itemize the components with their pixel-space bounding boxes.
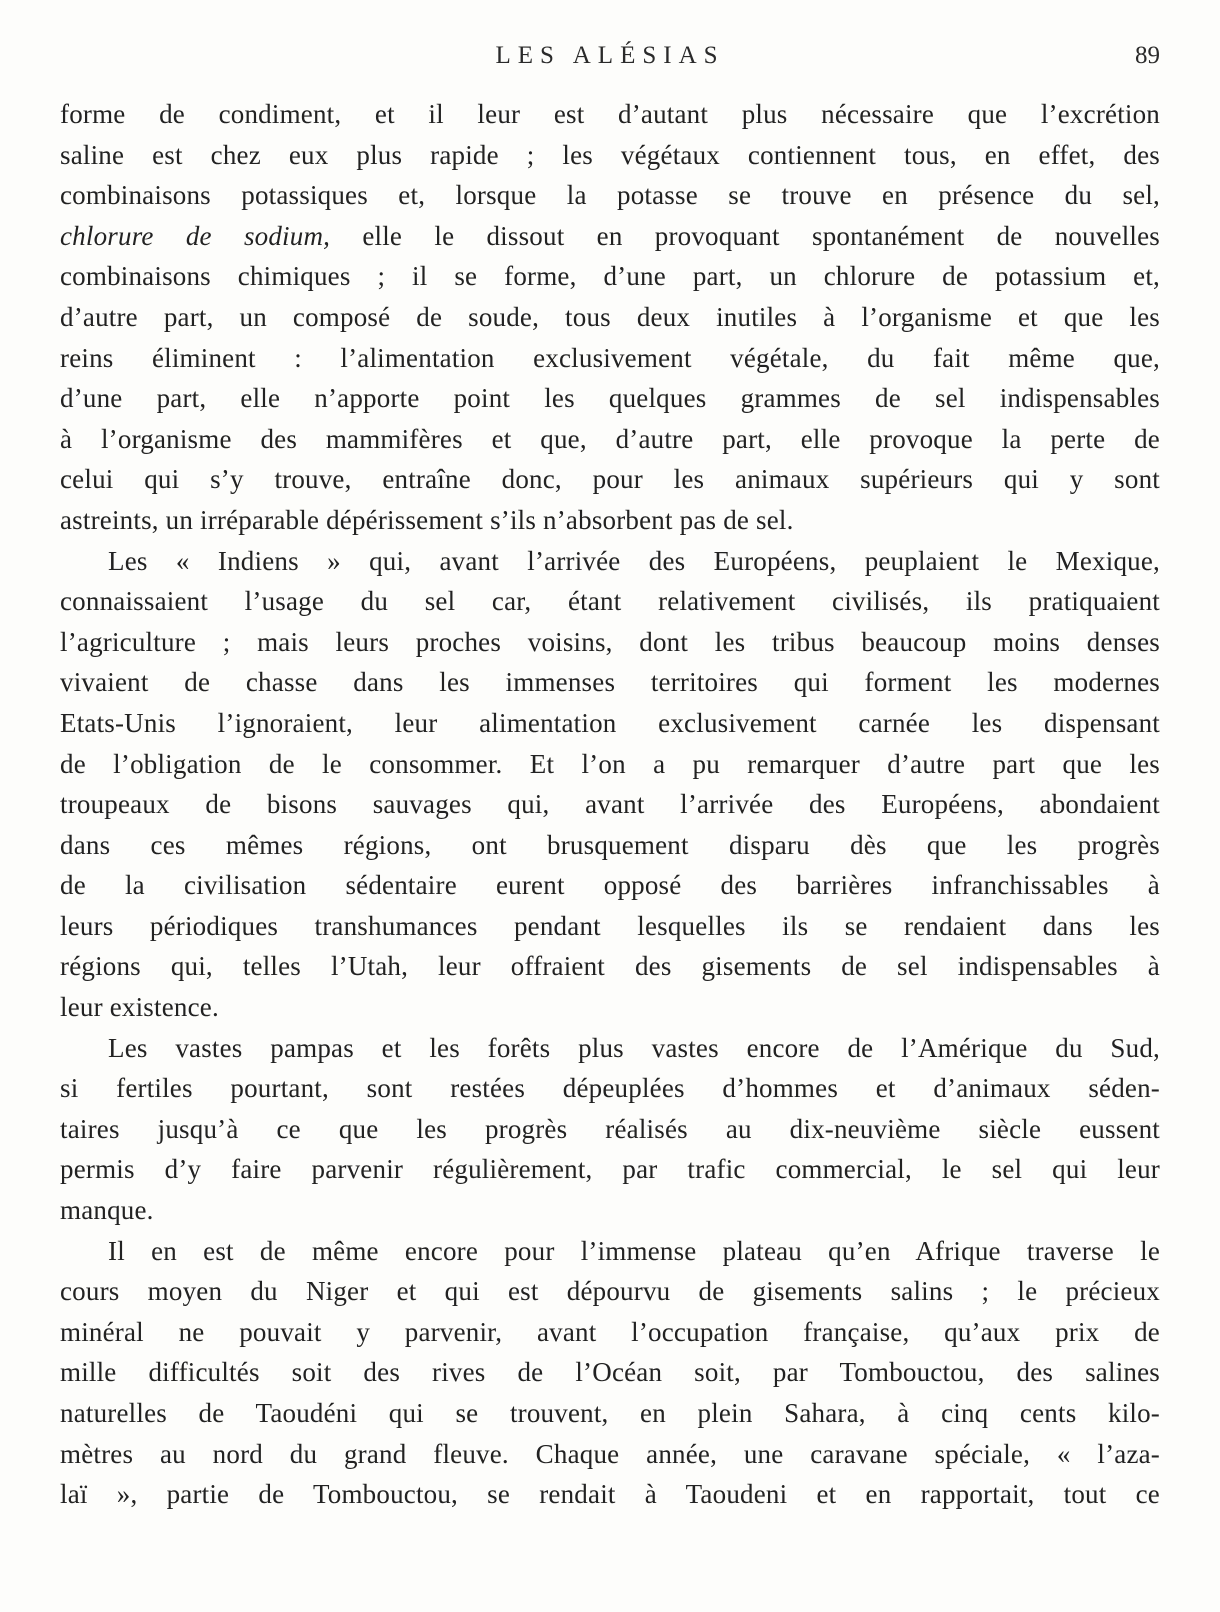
text-line: leurs périodiques transhumances pendant lesquelles ils se rendaient dans les (60, 910, 1160, 941)
text-line: connaissaient l’usage du sel car, étant relativement civilisés, ils pratiquaient (60, 586, 1160, 617)
text-line: combinaisons potassiques et, lorsque la potasse se trouve en présence du sel, (60, 180, 1160, 211)
text-line: leur existence. (60, 992, 219, 1023)
text-line-rest: elle le dissout en provoquant spontanément de nouvelles (330, 220, 1160, 251)
paragraph (60, 1028, 1160, 1231)
text-line: combinaisons chimiques ; il se forme, d’une part, un chlorure de potassium et, (60, 261, 1160, 292)
text-line: astreints, un irréparable dépérissement s’ils n’absorbent pas de sel. (60, 504, 794, 535)
text-line: mille difficultés soit des rives de l’Océan soit, par Tombouctou, des salines (60, 1357, 1160, 1388)
text-line: Il en est de même encore pour l’immense plateau qu’en Afrique traverse le (108, 1235, 1160, 1266)
body-text (60, 94, 1160, 1515)
text-line: forme de condiment, et il leur est d’autant plus nécessaire que l’excrétion (60, 99, 1160, 129)
text-line: manque. (60, 1195, 154, 1226)
text-line: à l’organisme des mammifères et que, d’autre part, elle provoque la perte de (60, 423, 1160, 454)
text-line: Les vastes pampas et les forêts plus vastes encore de l’Amérique du Sud, (108, 1032, 1160, 1063)
text-line: d’autre part, un composé de soude, tous deux inutiles à l’organisme et que les (60, 301, 1160, 332)
italic-term: chlorure de sodium, (60, 220, 331, 251)
page-number: 89 (1135, 42, 1160, 69)
text-line: permis d’y faire parvenir régulièrement, par trafic commercial, le sel qui leur (60, 1154, 1160, 1185)
text-line: vivaient de chasse dans les immenses territoires qui forment les modernes (60, 667, 1160, 698)
text-line: cours moyen du Niger et qui est dépourvu de gisements salins ; le précieux (60, 1276, 1160, 1307)
text-line: reins éliminent : l’alimentation exclusivement végétale, du fait même que, (60, 342, 1160, 373)
running-head (60, 36, 1160, 76)
text-line: celui qui s’y trouve, entraîne donc, pour les animaux supérieurs qui y sont (60, 464, 1160, 495)
text-line: Les « Indiens » qui, avant l’arrivée des Européens, peuplaient le Mexique, (108, 545, 1160, 576)
paragraph (60, 94, 1160, 541)
text-line: de la civilisation sédentaire eurent opposé des barrières infranchissables à (60, 870, 1160, 901)
paragraph (60, 541, 1160, 1028)
text-line: d’une part, elle n’apporte point les quelques grammes de sel indispensables (60, 383, 1160, 414)
text-line-with-italic (60, 216, 1160, 257)
text-line: si fertiles pourtant, sont restées dépeuplées d’hommes et d’animaux séden- (60, 1073, 1160, 1104)
text-line: mètres au nord du grand fleuve. Chaque année, une caravane spéciale, « l’aza- (60, 1438, 1160, 1469)
text-line: laï », partie de Tombouctou, se rendait à Taoudeni et en rapportait, tout ce (60, 1479, 1160, 1510)
text-line: naturelles de Taoudéni qui se trouvent, en plein Sahara, à cinq cents kilo- (60, 1398, 1160, 1428)
text-line: troupeaux de bisons sauvages qui, avant l’arrivée des Européens, abondaient (60, 789, 1160, 820)
text-line: taires jusqu’à ce que les progrès réalisés au dix-neuvième siècle eussent (60, 1113, 1160, 1144)
paragraph (60, 1231, 1160, 1515)
text-line: régions qui, telles l’Utah, leur offraient des gisements de sel indispensables à (60, 951, 1160, 982)
text-line: Etats-Unis l’ignoraient, leur alimentation exclusivement carnée les dispensant (60, 707, 1160, 738)
text-line: l’agriculture ; mais leurs proches voisins, dont les tribus beaucoup moins denses (60, 626, 1160, 657)
text-line: dans ces mêmes régions, ont brusquement disparu dès que les progrès (60, 829, 1160, 860)
text-line: saline est chez eux plus rapide ; les végétaux contiennent tous, en effet, des (60, 139, 1160, 170)
text-line: de l’obligation de le consommer. Et l’on a pu remarquer d’autre part que les (60, 748, 1160, 779)
running-title: LES ALÉSIAS (495, 42, 725, 69)
text-line: minéral ne pouvait y parvenir, avant l’occupation française, qu’aux prix de (60, 1316, 1160, 1347)
